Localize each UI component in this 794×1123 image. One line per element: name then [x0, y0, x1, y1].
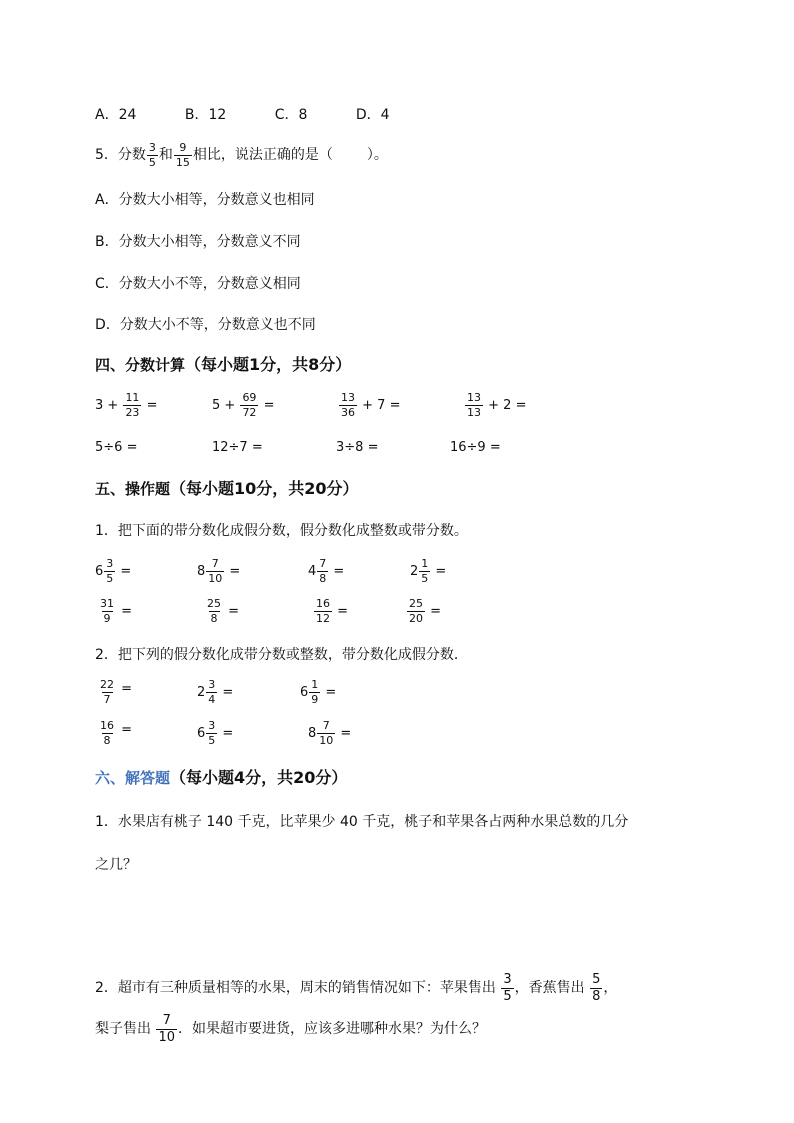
fraction-item: 6 $\frac{3}{5}$ =	[197, 719, 234, 747]
fraction: $\frac{9}{15}$	[175, 140, 190, 169]
improper-fraction: $\frac{25}{20}$ =	[409, 597, 442, 625]
option-d: D．4	[355, 107, 390, 123]
q5-option-b: B．分数大小相等，分数意义不同	[95, 234, 301, 250]
fraction: $\frac{3}{5}$	[148, 140, 156, 169]
section-6-q2-line2: 梨子售出 $\frac{7}{10}$ ．如果超市要进货，应该多进哪种水果？为什么？	[95, 1012, 486, 1045]
calc-item: 16÷9 =	[450, 440, 501, 455]
q5-option-c: C．分数大小不等，分数意义相同	[95, 276, 301, 292]
section-5-heading: 五、操作题（每小题10分，共20分）	[95, 479, 359, 498]
calc-item: 12÷7 =	[212, 440, 263, 455]
calc-item: $\frac{13}{36}$ + 7 =	[341, 391, 401, 419]
option-b: B．12	[184, 107, 227, 123]
mixed-number: 8 $\frac{7}{10}$ =	[197, 557, 241, 585]
section-4-heading: 四、分数计算（每小题1分，共8分）	[95, 355, 352, 374]
mixed-number: 2 $\frac{1}{5}$ =	[410, 557, 447, 585]
q4-options	[95, 106, 390, 124]
improper-fraction: $\frac{25}{8}$ =	[207, 597, 240, 625]
option-c: C．8	[274, 107, 308, 123]
mixed-number: 4 $\frac{7}{8}$ =	[308, 557, 345, 585]
option-a: A．24	[95, 107, 137, 123]
calc-item: 3 + $\frac{11}{23}$ =	[95, 391, 158, 419]
section-6-q2-line1: 2．超市有三种质量相等的水果，周末的销售情况如下：苹果售出 $\frac{3}{5}$ ，香蕉售出 $\frac{5}{8}$ ，	[95, 971, 618, 1004]
fraction-item: 6 $\frac{1}{9}$ =	[300, 678, 337, 706]
q5-question: 5．分数 $\frac{3}{5}$ 和 $\frac{9}{15}$ 相比，说法正确的是（ ）。	[95, 140, 388, 169]
calc-item: 3÷8 =	[336, 440, 379, 455]
q5-option-d: D．分数大小不等，分数意义也不同	[95, 317, 316, 333]
calc-item: $\frac{13}{13}$ + 2 =	[467, 391, 527, 419]
q5-option-a: A．分数大小相等，分数意义也相同	[95, 192, 315, 208]
fraction-item: $\frac{22}{7}$ =	[100, 678, 133, 706]
fraction-item: 8 $\frac{7}{10}$ =	[308, 719, 352, 747]
section-6-q1-line2: 之几？	[95, 857, 137, 873]
fraction-item: 2 $\frac{3}{4}$ =	[197, 678, 234, 706]
calc-item: 5÷6 =	[95, 440, 138, 455]
improper-fraction: $\frac{16}{12}$ =	[316, 597, 349, 625]
mixed-number: 6 $\frac{3}{5}$ =	[95, 557, 132, 585]
section-6-heading: 六、解答题（每小题4分，共20分）	[95, 768, 348, 787]
calc-item: 5 + $\frac{69}{72}$ =	[212, 391, 275, 419]
improper-fraction: $\frac{31}{9}$ =	[100, 597, 133, 625]
section-6-q1-line1: 1．水果店有桃子 140 千克，比苹果少 40 千克，桃子和苹果各占两种水果总数的几分	[95, 814, 629, 830]
section-5-q2: 2．把下列的假分数化成带分数或整数，带分数化成假分数．	[95, 647, 468, 663]
fraction-item: $\frac{16}{8}$ =	[100, 719, 133, 747]
section-5-q1: 1．把下面的带分数化成假分数，假分数化成整数或带分数。	[95, 523, 468, 539]
